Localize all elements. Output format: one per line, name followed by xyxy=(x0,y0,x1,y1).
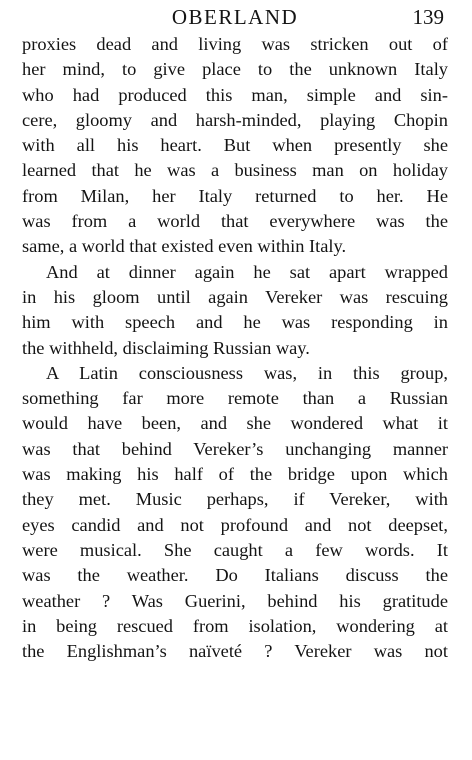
body-text xyxy=(22,32,448,664)
text-line: cere, gloomy and harsh-minded, playing Chopin xyxy=(22,109,448,130)
text-line: something far more remote than a Russian xyxy=(22,388,448,409)
page-number: 139 xyxy=(412,5,444,29)
text-line: was from a world that everywhere was the xyxy=(22,211,448,232)
text-line: A Latin consciousness was, in this group, xyxy=(46,362,448,383)
text-line: him with speech and he was responding in xyxy=(22,312,448,333)
paragraph-2 xyxy=(22,260,448,361)
running-title: OBERLAND xyxy=(171,5,299,29)
text-line: in being rescued from isolation, wondering at xyxy=(22,615,448,636)
text-line: same, a world that existed even within Italy. xyxy=(22,236,347,257)
text-line: with all his heart. But when presently she xyxy=(22,135,448,156)
paragraph-3 xyxy=(22,361,448,665)
book-page xyxy=(22,4,448,664)
running-head xyxy=(22,4,448,32)
text-line: her mind, to give place to the unknown Italy xyxy=(22,59,448,80)
text-line: from Milan, her Italy returned to her. He xyxy=(22,185,448,206)
text-line: weather ? Was Guerini, behind his gratitude xyxy=(22,590,448,611)
text-line: would have been, and she wondered what it xyxy=(22,413,448,434)
text-line: eyes candid and not profound and not deepset, xyxy=(22,514,448,535)
paragraph-1 xyxy=(22,32,448,260)
text-line: was the weather. Do Italians discuss the xyxy=(22,565,448,586)
text-line: who had produced this man, simple and sin- xyxy=(22,84,448,105)
text-line: the withheld, disclaiming Russian way. xyxy=(22,337,310,358)
text-line: the Englishman’s naïveté ? Vereker was not xyxy=(22,641,448,662)
text-line: was that behind Vereker’s unchanging manner xyxy=(22,438,448,459)
text-line: were musical. She caught a few words. It xyxy=(22,539,448,560)
text-line: they met. Music perhaps, if Vereker, with xyxy=(22,489,448,510)
text-line: proxies dead and living was stricken out of xyxy=(22,34,448,54)
text-line: was making his half of the bridge upon which xyxy=(22,464,448,485)
text-line: learned that he was a business man on holiday xyxy=(22,160,448,181)
text-line: And at dinner again he sat apart wrapped xyxy=(46,261,448,282)
text-line: in his gloom until again Vereker was rescuing xyxy=(22,286,448,307)
